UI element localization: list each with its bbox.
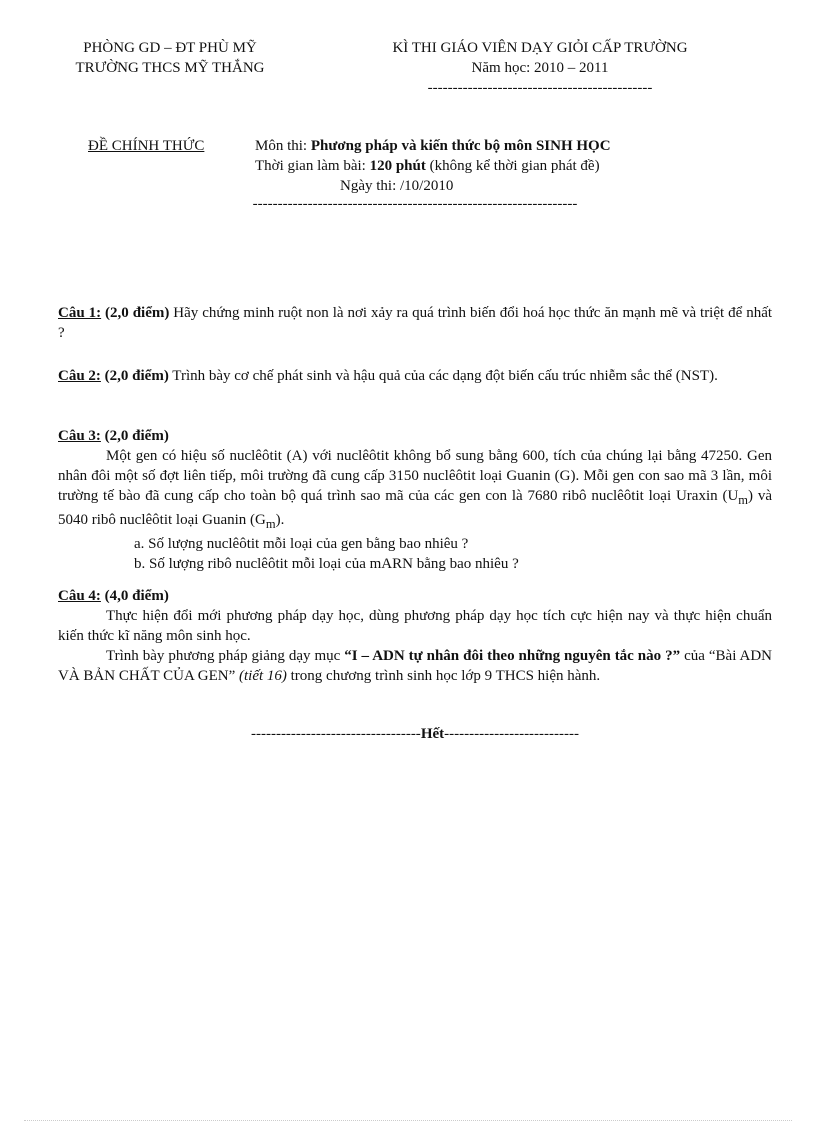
question-4-para2 [58,646,772,686]
question-3-body [58,446,772,534]
question-2-points: (2,0 điểm) [100,368,169,384]
subject-prefix: Môn thi: [255,138,311,154]
question-4-points: (4,0 điểm) [100,588,169,604]
time-value: 120 phút [369,158,426,174]
question-3-points: (2,0 điểm) [100,428,169,444]
question-3 [58,426,772,574]
subject-value: Phương pháp và kiến thức bộ môn SINH HỌC [310,138,611,154]
para2-text-2: của “Bài ADN VÀ BẢN CHẤT CỦA GEN” [58,648,772,684]
exam-header [320,38,760,98]
question-3-body-part2: ) và 5040 ribô nuclêôtit loại Guanin (G [58,488,772,528]
exam-subject [255,138,611,155]
school-header [40,38,300,78]
question-1 [58,303,772,343]
time-suffix: (không kể thời gian phát đề) [425,158,600,174]
para2-text-3: trong chương trình sinh học lớp 9 THCS hiện hành. [286,668,601,684]
question-3-body-part3: ). [275,512,285,528]
school-year: Năm học: 2010 – 2011 [471,60,609,76]
subscript-m-2: m [265,517,276,531]
info-separator: ----------------------------------------------------------------- [252,196,578,212]
page-bottom-border [24,1120,792,1122]
question-1-text: Hãy chứng minh ruột non là nơi xảy ra quá trình biến đổi hoá học thức ăn mạnh mẽ và triệt để nhất ? [58,305,773,341]
school-name: TRƯỜNG THCS MỸ THẮNG [75,60,265,76]
question-3-item-b: b. Số lượng ribô nuclêôtit mỗi loại của mARN bằng bao nhiêu ? [134,556,519,572]
exam-duration [255,158,600,175]
question-2-label: Câu 2: [58,368,101,384]
end-dashes-left: ---------------------------------- [250,726,421,742]
subscript-m-1: m [738,493,749,507]
para2-bold-title: “I – ADN tự nhân đôi theo những nguyên tắc nào ?” [344,648,681,664]
question-3-body-part1: Một gen có hiệu số nuclêôtit (A) với nuclêôtit không bổ sung bằng 600, tích của chúng lại bằng 47250. Gen nhân đôi một số đợt liên tiếp, môi trường đã cung cấp 3150 nuclêôtit loại Guanin (G). Mỗi gen con sao mã 3 lần, môi trường tế bào đã cung cấp cho toàn bộ quá trình sao mã của các gen con là 7680 ribô nuclêôtit loại Uraxin (U [58,448,772,504]
question-2-text: Trình bày cơ chế phát sinh và hậu quả của các dạng đột biến cấu trúc nhiễm sắc thể (NST). [168,368,718,384]
question-4-label: Câu 4: [58,588,101,604]
question-1-label: Câu 1: [58,305,102,321]
official-exam-label: ĐỀ CHÍNH THỨC [88,138,205,154]
end-marker [215,726,615,743]
question-1-points: (2,0 điểm) [101,305,170,321]
para2-italic-lesson: (tiết 16) [238,668,287,684]
question-4-para1: Thực hiện đổi mới phương pháp dạy học, dùng phương pháp dạy học tích cực hiện nay và thực hiện chuẩn kiến thức kĩ năng môn sinh học. [58,608,772,644]
question-2 [58,366,772,386]
para2-text-1: Trình bày phương pháp giảng dạy mục [106,648,345,664]
question-4 [58,586,772,686]
exam-date: Ngày thi: /10/2010 [340,178,454,194]
end-dashes-right: --------------------------- [444,726,580,742]
header-separator: --------------------------------------------- [427,80,653,96]
department-name: PHÒNG GD – ĐT PHÙ MỸ [83,40,257,56]
exam-title: KÌ THI GIÁO VIÊN DẠY GIỎI CẤP TRƯỜNG [392,40,688,56]
question-3-label: Câu 3: [58,428,101,444]
question-3-item-a: a. Số lượng nuclêôtit mỗi loại của gen bằng bao nhiêu ? [134,536,469,552]
time-prefix: Thời gian làm bài: [255,158,370,174]
end-word: Hết [420,726,445,742]
